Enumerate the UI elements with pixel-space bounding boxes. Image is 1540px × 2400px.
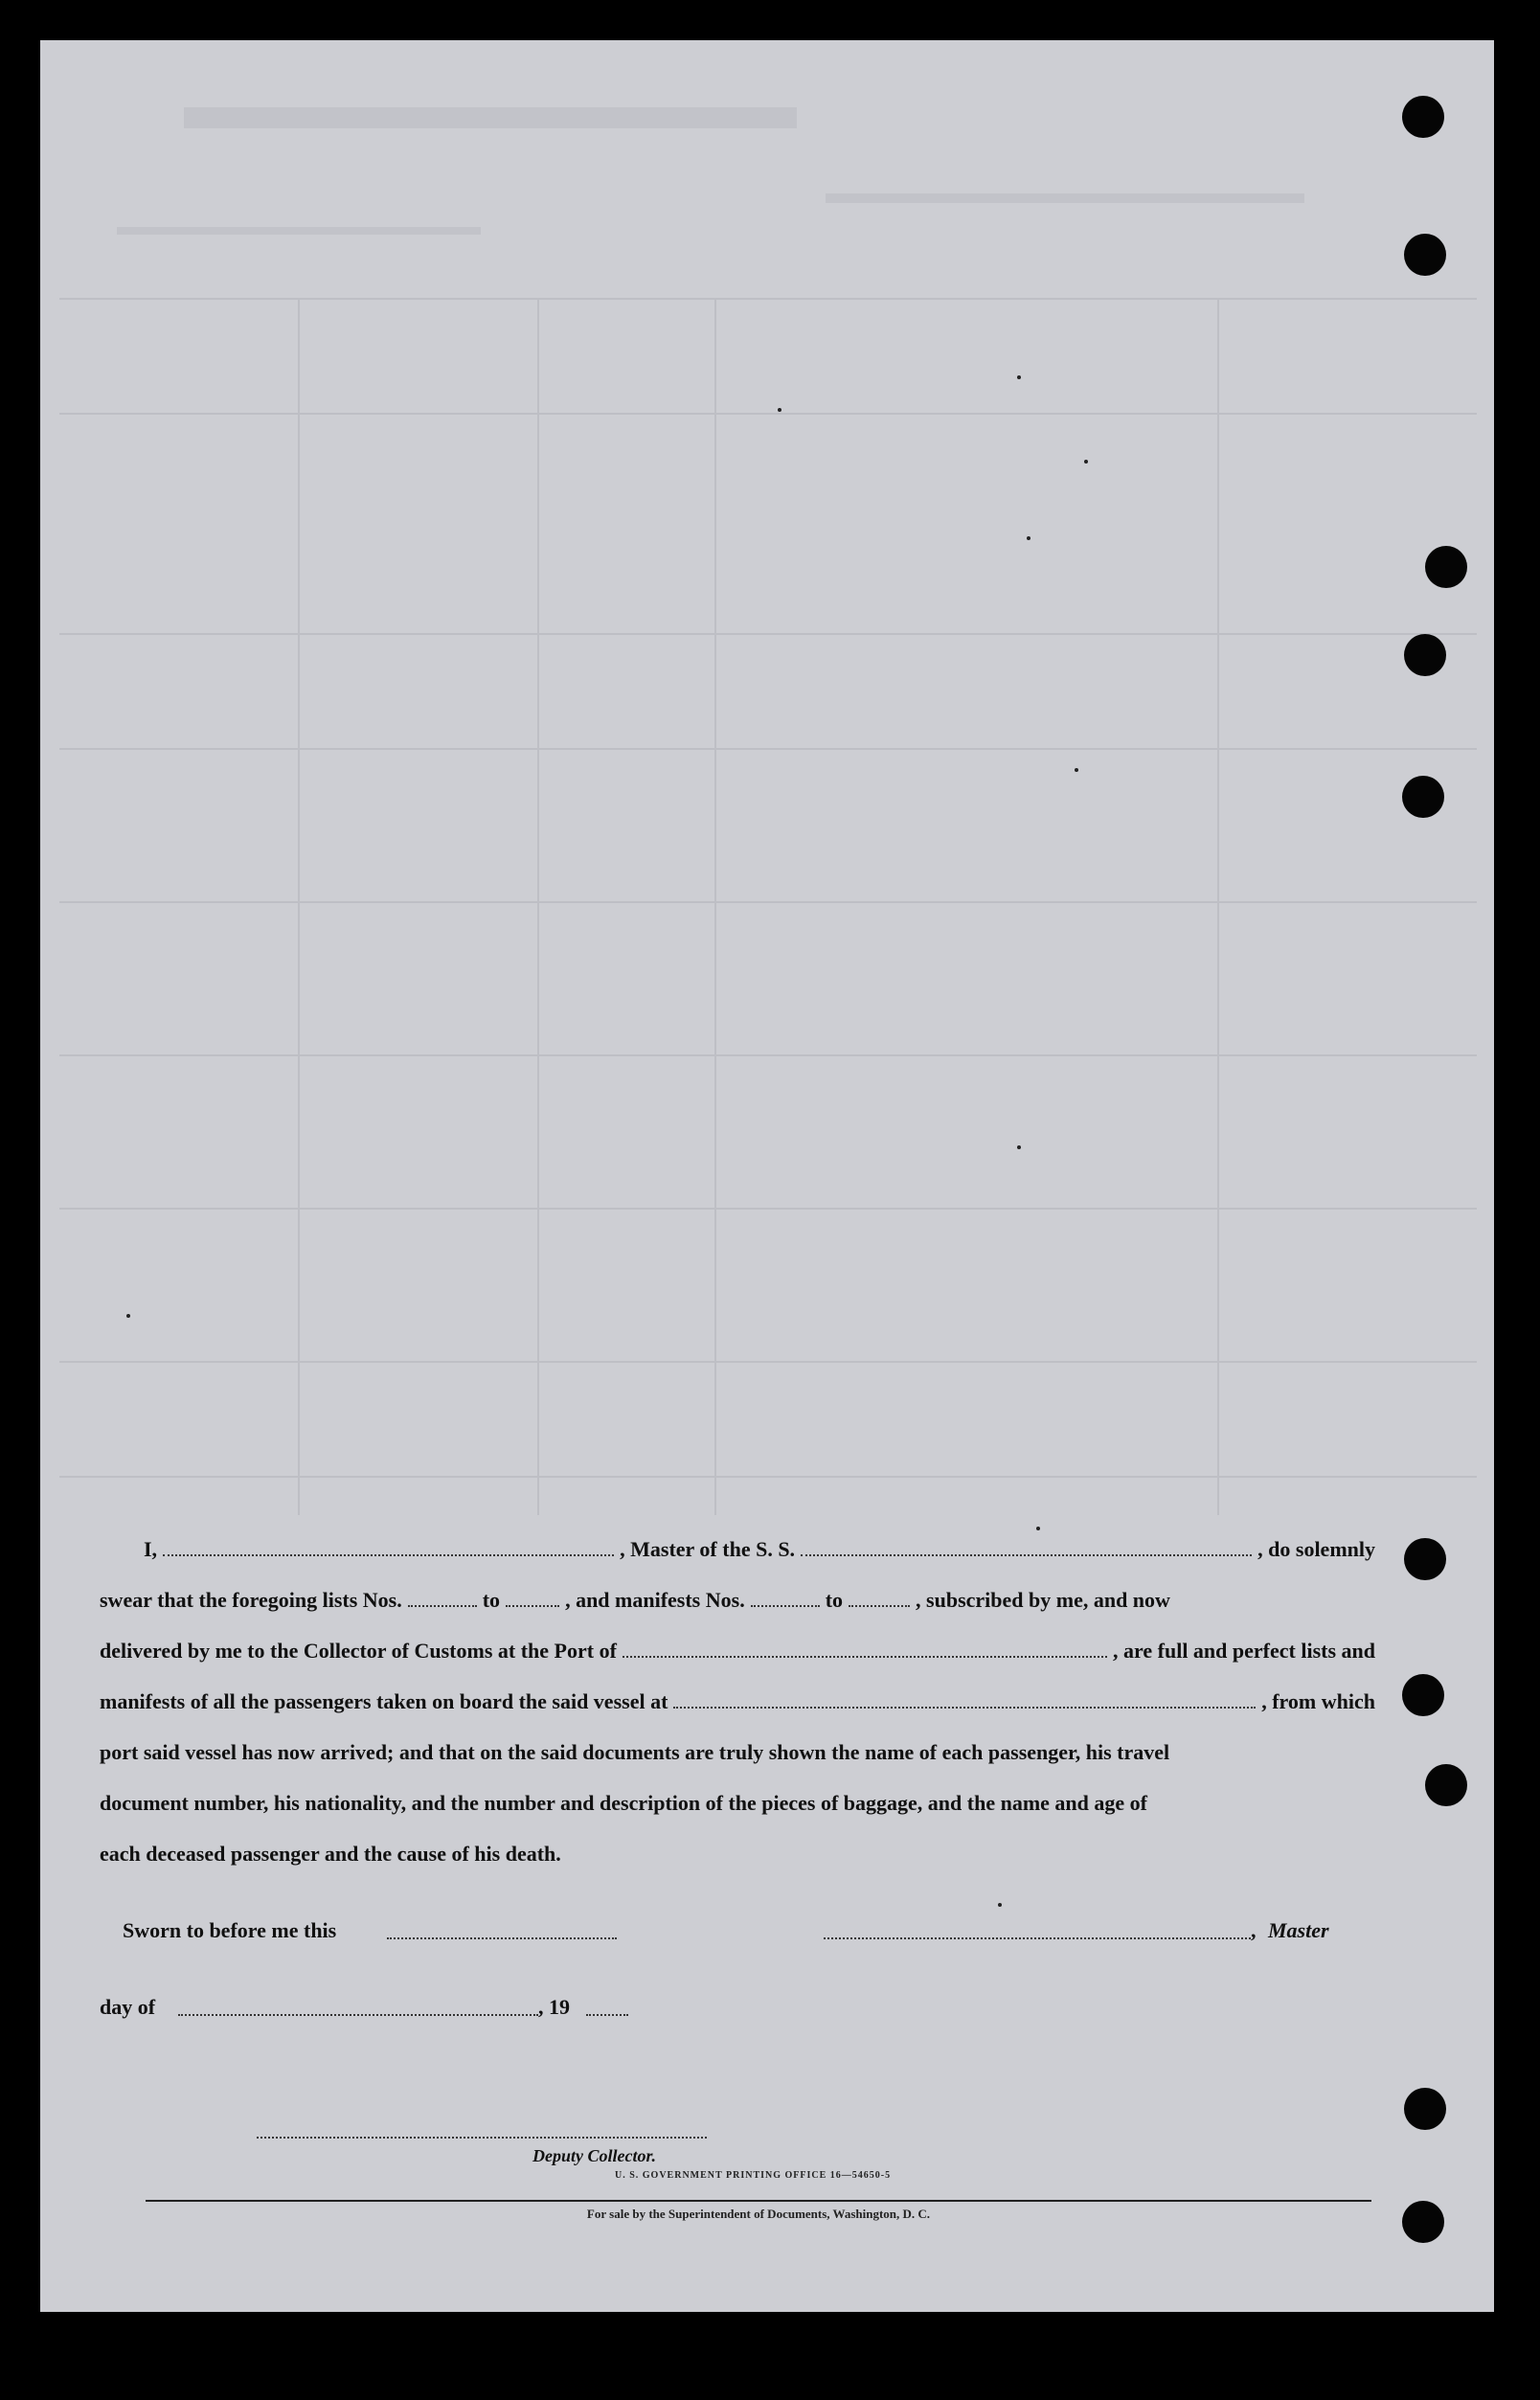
day-of-row — [100, 1995, 1375, 2024]
oath-text: document number, his nationality, and the number and description of the pieces of baggage, and the name and age of — [100, 1791, 1147, 1815]
binder-hole — [1402, 96, 1444, 138]
oath-line-1 — [144, 1537, 1375, 1566]
speck — [1017, 1145, 1021, 1149]
binder-hole — [1425, 1764, 1467, 1806]
speck — [998, 1903, 1002, 1907]
oath-text: , from which — [1261, 1689, 1375, 1713]
oath-text: to — [482, 1588, 501, 1612]
embarkation-port-field[interactable] — [673, 1691, 1256, 1709]
oath-text: , are full and perfect lists and — [1113, 1639, 1375, 1663]
speck — [778, 408, 781, 412]
binder-hole — [1402, 776, 1444, 818]
oath-text: , subscribed by me, and now — [916, 1588, 1170, 1612]
lists-to-field[interactable] — [506, 1590, 559, 1607]
speck — [1075, 768, 1078, 772]
deputy-signature-field[interactable] — [257, 2135, 707, 2139]
footer-rule — [146, 2200, 1371, 2202]
sworn-day-field[interactable] — [387, 1922, 617, 1939]
port-field[interactable] — [623, 1641, 1107, 1658]
lists-from-field[interactable] — [408, 1590, 477, 1607]
oath-text: manifests of all the passengers taken on board the said vessel at — [100, 1689, 668, 1713]
binder-hole — [1425, 546, 1467, 588]
oath-line-5 — [100, 1740, 1375, 1769]
speck — [1017, 375, 1021, 379]
master-label: Master — [1268, 1918, 1329, 1942]
binder-hole — [1402, 1674, 1444, 1716]
oath-text: swear that the foregoing lists Nos. — [100, 1588, 402, 1612]
oath-line-3 — [100, 1639, 1375, 1667]
speck — [1027, 536, 1030, 540]
oath-line-7 — [100, 1842, 1375, 1870]
month-field[interactable] — [178, 1999, 538, 2016]
oath-text: , and manifests Nos. — [565, 1588, 745, 1612]
master-name-field[interactable] — [163, 1539, 614, 1556]
sale-notice: For sale by the Superintendent of Documents, Washington, D. C. — [586, 2207, 931, 2221]
speck — [1084, 460, 1088, 464]
oath-line-4 — [100, 1689, 1375, 1718]
gpo-imprint: U. S. GOVERNMENT PRINTING OFFICE 16—54650-5 — [615, 2170, 892, 2181]
year-prefix: , 19 — [538, 1995, 570, 2019]
speck — [126, 1314, 130, 1318]
oath-text: each deceased passenger and the cause of his death. — [100, 1842, 561, 1866]
ghost-grid-bleedthrough — [40, 40, 1494, 1573]
oath-text: I, — [144, 1537, 158, 1561]
oath-text: , do solemnly — [1257, 1537, 1375, 1561]
binder-hole — [1404, 2088, 1446, 2130]
oath-text: to — [825, 1588, 844, 1612]
binder-hole — [1404, 1538, 1446, 1580]
sworn-row: Sworn to before me this , Master — [123, 1918, 1329, 1942]
oath-text: port said vessel has now arrived; and that on the said documents are truly shown the name of each passenger, his travel — [100, 1740, 1170, 1764]
oath-line-6 — [100, 1791, 1375, 1820]
deputy-label: Deputy Collector. — [532, 2146, 656, 2165]
oath-text: delivered by me to the Collector of Customs at the Port of — [100, 1639, 617, 1663]
day-of-label: day of — [100, 1995, 156, 2019]
vessel-name-field[interactable] — [801, 1539, 1252, 1556]
year-field[interactable] — [586, 1999, 628, 2016]
master-signature-field[interactable] — [824, 1922, 1251, 1939]
manifests-to-field[interactable] — [849, 1590, 910, 1607]
document-page — [40, 40, 1494, 2312]
binder-hole — [1402, 2201, 1444, 2243]
manifests-from-field[interactable] — [751, 1590, 820, 1607]
oath-line-2 — [100, 1588, 1375, 1617]
binder-hole — [1404, 634, 1446, 676]
speck — [1036, 1527, 1040, 1530]
binder-hole — [1404, 234, 1446, 276]
oath-text: , Master of the S. S. — [620, 1537, 796, 1561]
sworn-label: Sworn to before me this — [123, 1918, 337, 1942]
